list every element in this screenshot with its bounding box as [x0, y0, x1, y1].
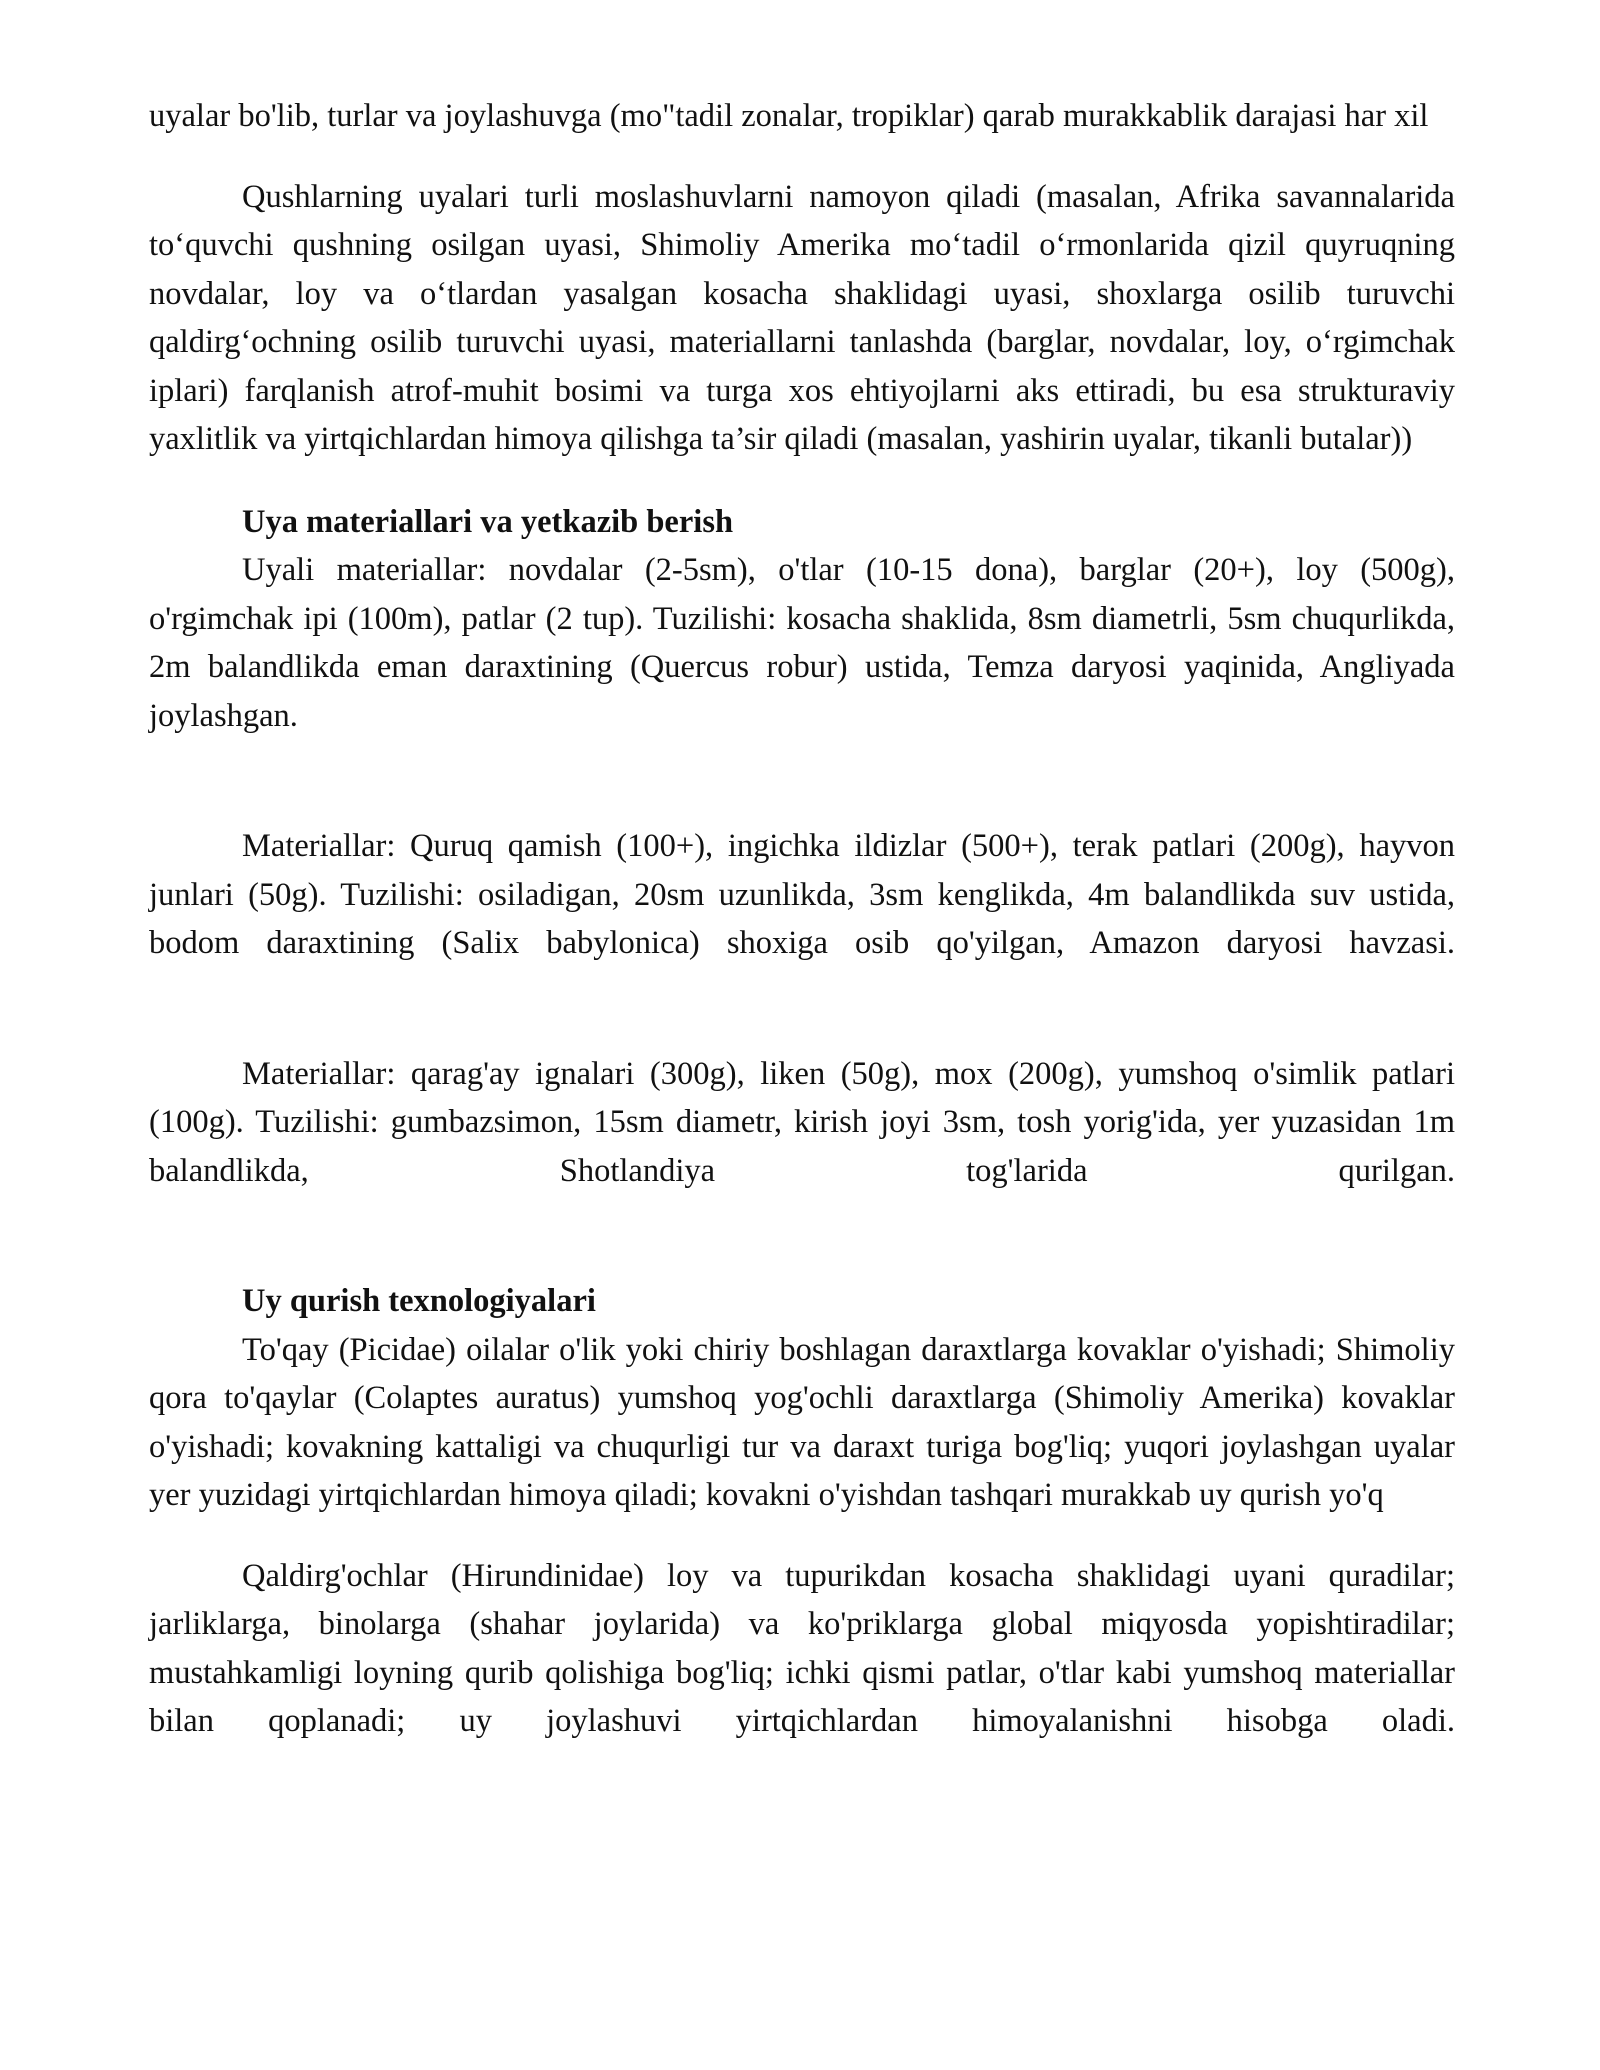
paragraph-woodpeckers: To'qay (Picidae) oilalar o'lik yoki chiriy boshlagan daraxtlarga kovaklar o'yishadi; Shimoliy qora to'qaylar (Colaptes auratus) yumshoq yog'ochli daraxtlarga (Shimoliy Amerika) kovaklar o'yishadi; kovakning kattaligi va chuqurligi tur va daraxt turiga bog'liq; yuqori joylashgan uyalar yer yuzidagi yirtqichlardan himoya qiladi; kovakni o'yishdan tashqari murakkab uy qurish yo'q [149, 1331, 1455, 1513]
paragraph-materials-cup-nest: Uyali materiallar: novdalar (2-5sm), o'tlar (10-15 dona), barglar (20+), loy (500g), o'rgimchak ipi (100m), patlar (2 tup). Tuzilishi: kosacha shaklida, 8sm diametrli, 5sm chuqurlikda, 2m balandlikda eman daraxtining (Quercus robur) ustida, Temza daryosi yaqinida, Angliyada joylashgan. [149, 552, 1455, 734]
document-body [149, 92, 1455, 1746]
paragraph-materials-dome-nest: Materiallar: qarag'ay ignalari (300g), liken (50g), mox (200g), yumshoq o'simlik patlari (100g). Tuzilishi: gumbazsimon, 15sm diametr, kirish joyi 3sm, tosh yorig'ida, yer yuzasidan 1m balandlikda, Shotlandiya tog'larida qurilgan. [149, 1055, 1455, 1189]
section-heading-nest-building: Uy qurish texnologiyalari [242, 1283, 596, 1319]
paragraph-materials-hanging-nest: Materiallar: Quruq qamish (100+), ingichka ildizlar (500+), terak patlari (200g), hayvon junlari (50g). Tuzilishi: osiladigan, 20sm uzunlikda, 3sm kenglikda, 4m balandlikda suv ustida, bodom daraxtining (Salix babylonica) shoxiga osib qo'yilgan, Amazon daryosi havzasi. [149, 828, 1455, 961]
paragraph-swallows: Qaldirg'ochlar (Hirundinidae) loy va tupurikdan kosacha shaklidagi uyani quradilar; jarliklarga, binolarga (shahar joylarida) va ko'priklarga global miqyosda yopishtiradilar; mustahkamligi loyning qurib qolishiga bog'liq; ichki qismi patlar, o'tlar kabi yumshoq materiallar bilan qoplanadi; uy joylashuvi yirtqichlardan himoyalanishni hisobga oladi. [149, 1557, 1455, 1739]
paragraph-nest-complexity: uyalar bo'lib, turlar va joylashuvga (mo"tadil zonalar, tropiklar) qarab murakkablik darajasi har xil [149, 98, 1429, 134]
paragraph-nest-adaptations: Qushlarning uyalari turli moslashuvlarni namoyon qiladi (masalan, Afrika savannalarida to‘quvchi qushning osilgan uyasi, Shimoliy Amerika mo‘tadil o‘rmonlarida qizil quyruqning novdalar, loy va o‘tlardan yasalgan kosacha shaklidagi uyasi, shoxlarga osilib turuvchi qaldirg‘ochning osilib turuvchi uyasi, materiallarni tanlashda (barglar, novdalar, loy, o‘rgimchak iplari) farqlanish atrof-muhit bosimi va turga xos ehtiyojlarni aks ettiradi, bu esa strukturaviy yaxlitlik va yirtqichlardan himoya qilishga ta’sir qiladi (masalan, yashirin uyalar, tikanli butalar)) [149, 178, 1455, 457]
section-heading-nest-materials: Uya materiallari va yetkazib berish [242, 503, 734, 540]
